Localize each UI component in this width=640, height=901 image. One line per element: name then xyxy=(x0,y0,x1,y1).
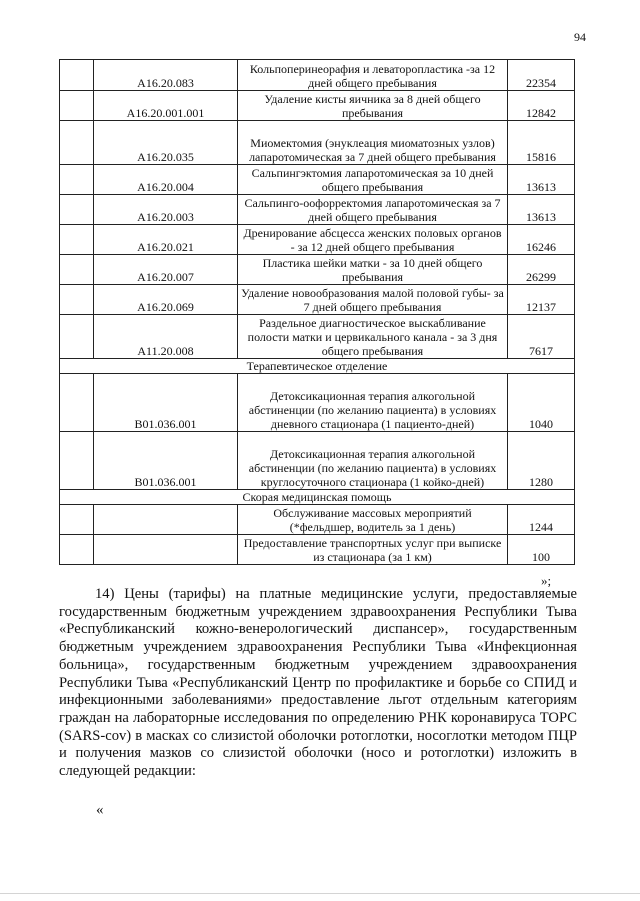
table-row xyxy=(60,374,575,432)
row-number-cell xyxy=(60,225,94,255)
price-cell: 13613 xyxy=(508,195,575,225)
table-row xyxy=(60,60,575,91)
service-code-cell: A16.20.004 xyxy=(94,165,238,195)
table-row xyxy=(60,195,575,225)
paragraph-14: 14) Цены (тарифы) на платные медицинские услуги, предоставляемые государственным бюджетным учреждением здравоохранения Республики Тыва «Республиканский кожно-венерологический диспансер», государственным бюджетным учреждением здравоохранения Республики Тыва «Инфекционная больница», государственным бюджетным учреждением здравоохранения Республики Тыва «Республиканский Центр по профилактике и борьбе со СПИД и инфекционными заболеваниями» предоставление льгот отдельным категориям граждан на лабораторные исследования по определению РНК коронавируса ТОРС (SARS-cov) в масках со слизистой оболочки ротоглотки, носоглотки методом ПЦР и получения мазков со слизистой оболочки (носо и ротоглотки) изложить в следующей редакции: xyxy=(59,586,577,780)
bottom-scan-edge xyxy=(0,893,640,894)
price-cell: 12137 xyxy=(508,285,575,315)
row-number-cell xyxy=(60,374,94,432)
row-number-cell xyxy=(60,121,94,165)
service-code-cell: B01.036.001 xyxy=(94,374,238,432)
price-cell: 12842 xyxy=(508,91,575,121)
price-cell: 1244 xyxy=(508,505,575,535)
row-number-cell xyxy=(60,60,94,91)
price-cell: 26299 xyxy=(508,255,575,285)
price-cell: 13613 xyxy=(508,165,575,195)
service-name-cell: Сальпингэктомия лапаротомическая за 10 дней общего пребывания xyxy=(238,165,508,195)
service-name-cell: Пластика шейки матки - за 10 дней общего пребывания xyxy=(238,255,508,285)
row-number-cell xyxy=(60,195,94,225)
service-code-cell xyxy=(94,535,238,565)
service-code-cell xyxy=(94,505,238,535)
table-row xyxy=(60,165,575,195)
service-name-cell: Дренирование абсцесса женских половых органов - за 12 дней общего пребывания xyxy=(238,225,508,255)
page-number: 94 xyxy=(574,30,586,44)
tariff-table xyxy=(59,59,575,565)
price-cell: 7617 xyxy=(508,315,575,359)
service-code-cell: A16.20.007 xyxy=(94,255,238,285)
table-row xyxy=(60,121,575,165)
table-row xyxy=(60,505,575,535)
section-row xyxy=(60,359,575,374)
service-name-cell: Удаление кисты яичника за 8 дней общего пребывания xyxy=(238,91,508,121)
price-cell: 15816 xyxy=(508,121,575,165)
section-title: Терапевтическое отделение xyxy=(60,359,575,374)
section-title: Скорая медицинская помощь xyxy=(60,490,575,505)
row-number-cell xyxy=(60,535,94,565)
row-number-cell xyxy=(60,165,94,195)
service-name-cell: Раздельное диагностическое выскабливание полости матки и цервикального канала - за 3 дня общего пребывания xyxy=(238,315,508,359)
service-code-cell: A16.20.003 xyxy=(94,195,238,225)
price-cell: 1040 xyxy=(508,374,575,432)
service-code-cell: A16.20.083 xyxy=(94,60,238,91)
service-code-cell: A16.20.001.001 xyxy=(94,91,238,121)
row-number-cell xyxy=(60,315,94,359)
service-name-cell: Удаление новообразования малой половой губы- за 7 дней общего пребывания xyxy=(238,285,508,315)
service-name-cell: Сальпинго-оофорректомия лапаротомическая за 7 дней общего пребывания xyxy=(238,195,508,225)
service-name-cell: Предоставление транспортных услуг при выписке из стационара (за 1 км) xyxy=(238,535,508,565)
section-row xyxy=(60,490,575,505)
table-row xyxy=(60,255,575,285)
price-cell: 22354 xyxy=(508,60,575,91)
table-row xyxy=(60,535,575,565)
table-row xyxy=(60,285,575,315)
row-number-cell xyxy=(60,432,94,490)
service-name-cell: Кольпоперинеорафия и леваторопластика -за 12 дней общего пребывания xyxy=(238,60,508,91)
row-number-cell xyxy=(60,255,94,285)
table-row xyxy=(60,315,575,359)
tariff-table-body xyxy=(60,60,575,565)
service-name-cell: Обслуживание массовых мероприятий (*фельдшер, водитель за 1 день) xyxy=(238,505,508,535)
row-number-cell xyxy=(60,505,94,535)
closing-quote-mark: »; xyxy=(541,573,552,588)
price-cell: 1280 xyxy=(508,432,575,490)
service-code-cell: A16.20.021 xyxy=(94,225,238,255)
price-cell: 100 xyxy=(508,535,575,565)
service-name-cell: Детоксикационная терапия алкогольной абстиненции (по желанию пациента) в условиях круглосуточного стационара (1 койко-дней) xyxy=(238,432,508,490)
row-number-cell xyxy=(60,91,94,121)
service-code-cell: A16.20.035 xyxy=(94,121,238,165)
service-code-cell: A16.20.069 xyxy=(94,285,238,315)
row-number-cell xyxy=(60,285,94,315)
table-row xyxy=(60,91,575,121)
opening-quote-mark: « xyxy=(96,802,104,818)
table-row xyxy=(60,432,575,490)
service-code-cell: A11.20.008 xyxy=(94,315,238,359)
service-name-cell: Детоксикационная терапия алкогольной абстиненции (по желанию пациента) в условиях дневного стационара (1 пациенто-дней) xyxy=(238,374,508,432)
table-row xyxy=(60,225,575,255)
service-code-cell: B01.036.001 xyxy=(94,432,238,490)
price-cell: 16246 xyxy=(508,225,575,255)
service-name-cell: Миомектомия (энуклеация миоматозных узлов) лапаротомическая за 7 дней общего пребывания xyxy=(238,121,508,165)
